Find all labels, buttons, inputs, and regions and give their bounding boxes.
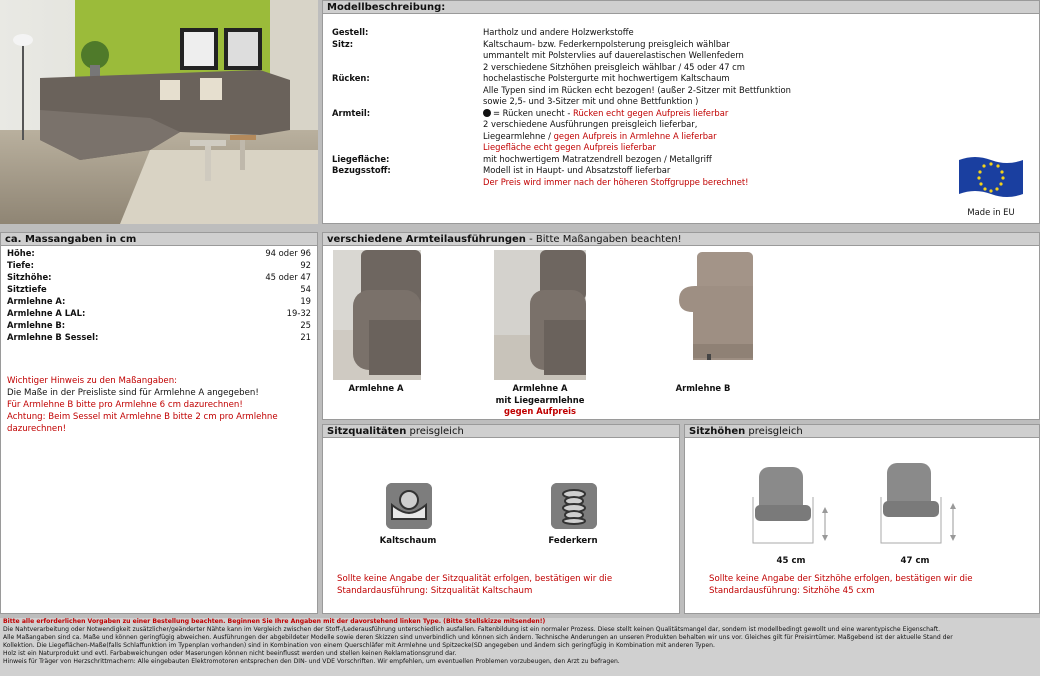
desc-line: Alle Typen sind im Rücken echt bezogen! (außer 2-Sitzer mit Bettfunktion <box>483 84 791 95</box>
dim-row <box>7 259 311 271</box>
desc-line: 2 verschiedene Sitzhöhen preisgleich wählbar / 45 oder 47 cm <box>483 61 745 72</box>
desc-line: sowie 2,5- und 3-Sitzer mit und ohne Bettfunktion ) <box>483 96 699 106</box>
desc-line <box>483 131 952 143</box>
dim-value: 19-32 <box>286 308 311 318</box>
dim-row <box>7 295 311 307</box>
note-line: Für Armlehne B bitte pro Armlehne 6 cm dazurechnen! <box>7 400 243 410</box>
dimensions-note <box>7 375 312 435</box>
dim-row <box>7 271 311 283</box>
desc-label: Armteil: <box>332 107 371 118</box>
made-in-eu-badge <box>955 154 1027 216</box>
armrest-a-lal-line1: Armlehne A <box>512 383 568 393</box>
dim-key: Armlehne B: <box>7 320 66 330</box>
desc-line: 2 verschiedene Ausführungen preisgleich lieferbar, <box>483 119 698 129</box>
dim-value: 21 <box>300 332 311 342</box>
eu-flag-icon <box>955 154 1027 202</box>
dim-row <box>7 307 311 319</box>
armrest-a-label: Armlehne A <box>348 383 404 393</box>
model-description-panel <box>322 0 1040 224</box>
seat-45-icon <box>751 467 831 547</box>
seat-height-header-title: Sitzhöhen <box>689 426 746 437</box>
seat-quality-note <box>337 573 612 597</box>
armrest-b-image <box>675 250 753 362</box>
desc-line: Modell ist in Haupt- und Absatzstoff lieferbar <box>483 165 671 175</box>
seat-quality-panel <box>322 424 680 614</box>
spring-core-icon <box>551 483 597 529</box>
desc-line-text: Liegearmlehne / <box>483 130 554 141</box>
note-title: Wichtiger Hinweis zu den Maßangaben: <box>7 376 178 386</box>
note-line: Die Maße in der Preisliste sind für Armlehne A angegeben! <box>7 388 259 398</box>
product-photo <box>0 0 318 224</box>
desc-label: Bezugsstoff: <box>332 165 391 175</box>
desc-line-red: Der Preis wird immer nach der höheren Stoffgruppe berechnet! <box>483 176 749 187</box>
note-line: Standardausführung: Sitzqualität Kaltschaum <box>337 586 533 596</box>
desc-value <box>483 165 952 188</box>
dim-row <box>7 319 311 331</box>
seat-47-icon <box>879 463 959 547</box>
desc-line-red: Liegefläche echt gegen Aufpreis lieferbar <box>483 142 656 152</box>
note-line: dazurechnen! <box>7 424 67 434</box>
desc-value <box>483 39 952 74</box>
dim-key: Armlehne A: <box>7 296 66 306</box>
desc-row-armteil <box>332 108 952 154</box>
desc-label: Liegefläche: <box>332 153 390 164</box>
dim-value: 54 <box>300 284 311 294</box>
armrest-header-title: verschiedene Armteilausführungen <box>327 234 526 245</box>
desc-label: Gestell: <box>332 27 369 37</box>
dim-key: Tiefe: <box>7 260 34 270</box>
dimensions-panel <box>0 232 318 614</box>
dim-key: Armlehne B Sessel: <box>7 332 99 342</box>
desc-value <box>483 27 952 39</box>
desc-line: hochelastische Polstergurte mit hochwertigem Kaltschaum <box>483 73 730 83</box>
note-line: Standardausführung: Sitzhöhe 45 cxm <box>709 586 875 596</box>
note-line: Sollte keine Angabe der Sitzqualität erfolgen, bestätigen wir die <box>337 574 613 584</box>
armrest-header-sub: - Bitte Maßangaben beachten! <box>525 234 682 245</box>
desc-value <box>483 73 952 108</box>
desc-line <box>483 108 952 120</box>
armrest-a-lal-line2: mit Liegearmlehne <box>495 394 585 405</box>
dim-row <box>7 247 311 259</box>
dim-row <box>7 331 311 343</box>
dim-key: Sitzhöhe: <box>7 272 52 282</box>
dim-value: 19 <box>300 296 311 306</box>
seat-quality-header <box>323 425 679 438</box>
armrest-a-lal-label <box>488 383 592 418</box>
legal-footer <box>0 618 1040 676</box>
desc-row-bezugsstoff <box>332 165 952 188</box>
dim-value: 25 <box>300 320 311 330</box>
desc-value <box>483 154 952 166</box>
armrest-variants-panel <box>322 232 1040 420</box>
dim-key: Armlehne A LAL: <box>7 308 86 318</box>
footer-line: Hinweis für Träger von Herzschrittmachern: Alle eingebauten Elektromotoren entsprechen den DIN- und VDE Vorschriften. Wir empfehlen, um eventuellen Problemen vorzubeugen, den Arzt zu befragen. <box>3 658 620 666</box>
note-line: Achtung: Beim Sessel mit Armlehne B bitte 2 cm pro Armlehne <box>7 412 278 422</box>
seat-47-label: 47 cm <box>900 556 930 566</box>
desc-value <box>483 108 952 154</box>
spring-core-label: Federkern <box>548 536 598 546</box>
seat-45-label: 45 cm <box>776 556 806 566</box>
description-rows <box>332 27 952 188</box>
armrest-b-label: Armlehne B <box>675 383 731 393</box>
desc-row-gestell <box>332 27 952 39</box>
cold-foam-label: Kaltschaum <box>379 536 437 546</box>
desc-label: Sitz: <box>332 38 354 49</box>
desc-line-red: Rücken echt gegen Aufpreis lieferbar <box>573 107 729 118</box>
desc-line: Kaltschaum- bzw. Federkernpolsterung preisgleich wählbar <box>483 38 730 49</box>
seat-height-note <box>709 573 973 597</box>
seat-height-header-sub: preisgleich <box>745 426 803 437</box>
desc-line: Hartholz und andere Holzwerkstoffe <box>483 27 634 37</box>
made-in-eu-label: Made in EU <box>967 207 1015 217</box>
dim-value: 92 <box>300 260 311 270</box>
seat-quality-header-title: Sitzqualitäten <box>327 426 407 437</box>
seat-quality-header-sub: preisgleich <box>406 426 464 437</box>
desc-line-text: = Rücken unecht - <box>493 107 574 118</box>
footer-line: Kollektion. Die Liegeflächen-Maße(falls Schlaffunktion im Typenplan vorhanden) sind in Kombination von einem Querschläfer mit Armlehne und Spitzecke(SD angegeben und ändern sich geringfügig in Kombination mit anderen Typen. <box>3 642 715 650</box>
cold-foam-icon <box>386 483 432 529</box>
desc-label: Rücken: <box>332 73 370 83</box>
filled-circle-icon <box>483 109 491 117</box>
footer-line-important: Bitte alle erforderlichen Vorgaben zu einer Bestellung beachten. Beginnen Sie Ihre Angaben mit der davorstehend linken Type. (Bitte Stellskizze mitsenden!) <box>3 618 546 625</box>
armrest-a-lal-line3: gegen Aufpreis <box>504 406 576 416</box>
footer-line: Die Nahtverarbeitung oder Notwendigkeit zusätzlicher/geänderter Nähte kann im Vergleich zwischen der Stoff-/Lederausführung unterschiedlich ausfallen. Faltenbildung ist ein normaler Prozess. Diese stellt keinen Qualitätsmangel dar, sondern ist modellbedingt gewollt und eine warentypische Eigenschaft. <box>3 626 941 634</box>
footer-line: Alle Maßangaben sind ca. Maße und können geringfügig abweichen. Ausführungen der abgebildeter Modelle sowie deren Skizzen sind unverbindlich und können sich ändern. Technische Änderungen an unseren Produkten behalten wir uns vor. Gleiches gilt für Preisirrtümer. Maßgebend ist der aktuelle Stand der <box>3 634 953 642</box>
dimensions-header: ca. Massangaben in cm <box>1 233 317 246</box>
model-description-header: Modellbeschreibung: <box>323 1 1039 14</box>
dim-key: Höhe: <box>7 248 35 258</box>
seat-height-header <box>685 425 1039 438</box>
sofa-room-image <box>0 0 318 224</box>
dim-value: 94 oder 96 <box>265 248 311 258</box>
desc-row-sitz <box>332 39 952 74</box>
dim-key: Sitztiefe <box>7 284 47 294</box>
armrest-a-image <box>333 250 421 380</box>
desc-line: mit hochwertigem Matratzendrell bezogen / Metallgriff <box>483 153 712 164</box>
desc-line-red: gegen Aufpreis in Armlehne A lieferbar <box>553 130 717 141</box>
armrest-a-lal-image <box>494 250 586 380</box>
dimensions-list <box>1 246 317 343</box>
desc-row-ruecken <box>332 73 952 108</box>
dim-value: 45 oder 47 <box>265 272 311 282</box>
note-line: Sollte keine Angabe der Sitzhöhe erfolgen, bestätigen wir die <box>709 574 973 584</box>
desc-line: ummantelt mit Polstervlies auf dauerelastischen Wellenfedern <box>483 50 744 60</box>
footer-line: Holz ist ein Naturprodukt und evtl. Farbabweichungen oder Maserungen können nicht beeinflusst werden und stellen keinen Reklamationsgrund dar. <box>3 650 457 658</box>
armrest-header <box>323 233 1039 246</box>
desc-row-liegeflaeche <box>332 154 952 166</box>
seat-height-panel <box>684 424 1040 614</box>
dim-row <box>7 283 311 295</box>
